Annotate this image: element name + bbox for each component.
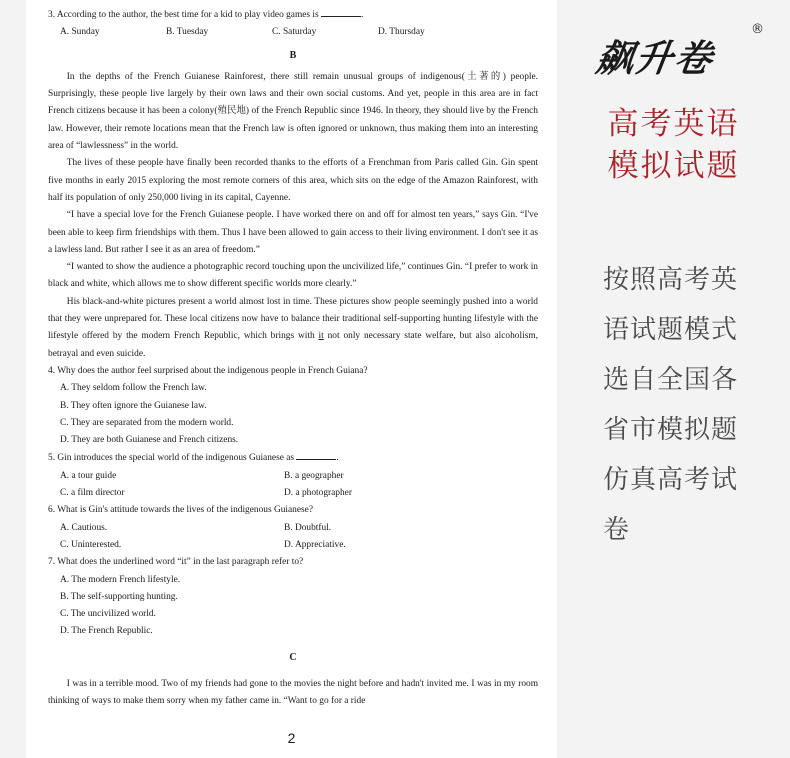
- passage-paragraph: “I wanted to show the audience a photographic record touching upon the uncivilized life,” continues Gin. “I prefer to work in black and white, which allows me to show different specific worlds more clearly.”: [48, 262, 538, 290]
- passage-paragraph: “I have a special love for the French Guianese people. I have worked there on and off for almost ten years,” says Gin. “I've been able to keep firm friendships with them. Thus I have been allowed to gain access to their living environment. I don't see it as a lawless land. But rather I see it as an area of freedom.”: [48, 210, 538, 255]
- option: A. Sunday: [60, 27, 100, 38]
- exam-content: [48, 6, 538, 711]
- question-7: 7. What does the underlined word “it” in the last paragraph refer to?: [48, 557, 304, 568]
- description-line: 语试题模式: [603, 315, 739, 345]
- option: C. They are separated from the modern world.: [60, 417, 234, 428]
- question-6: 6. What is Gin's attitude towards the lives of the indigenous Guianese?: [48, 505, 314, 516]
- option: A. They seldom follow the French law.: [60, 383, 207, 394]
- option: D. The French Republic.: [60, 626, 153, 637]
- description-line: 省市模拟题: [603, 415, 739, 445]
- question-5: 5. Gin introduces the special world of the indigenous Guianese as .: [48, 449, 538, 467]
- description-line: 按照高考英: [603, 265, 739, 295]
- option: B. Tuesday: [166, 27, 209, 38]
- answer-blank: [296, 449, 336, 460]
- option: A. a tour guide: [60, 470, 117, 481]
- question-4: 4. Why does the author feel surprised about the indigenous people in French Guiana?: [48, 365, 368, 376]
- answer-blank: [321, 6, 361, 17]
- question-6-options: [48, 520, 538, 537]
- question-3: 3. According to the author, the best time for a kid to play video games is .: [48, 6, 538, 24]
- passage-paragraph: I was in a terrible mood. Two of my friends had gone to the movies the night before and hadn't invited me. I was in my room thinking of ways to make them sorry when my father came in. “Want to go for a ride: [48, 678, 538, 707]
- sidebar-title-line: 模拟试题: [607, 148, 740, 184]
- passage-paragraph: His black-and-white pictures present a world almost lost in time. These pictures show people seemingly pushed into a world that they were unprepared for. These local citizens now have to balance their traditional self-supporting hunting lifestyle with the lifestyle offered by the modern French Republic, which brings with it not only necessary state welfare, but also alcoholism, betrayal and even suicide.: [48, 296, 538, 359]
- sidebar-title-line: 高考英语: [607, 106, 740, 142]
- section-heading-c: C: [289, 651, 297, 663]
- passage-paragraph: In the depths of the French Guianese Rainforest, there still remain unusual groups of indigenous(土著的) people. Surprisingly, these people live largely by their own laws and their own social customs. And yet, people in this area are in fact French citizens because it has been a colony(殖民地) of the French Republic since 1946. In theory, they should live by the French law. However, their remote locations mean that the French law is often ignored or unknown, thus making them into an interesting area of “lawlessness” in the world.: [48, 71, 538, 152]
- option: A. Cautious.: [60, 522, 108, 533]
- question-5-options: [48, 485, 538, 502]
- option: D. Appreciative.: [284, 539, 346, 550]
- underlined-word: it: [318, 331, 324, 342]
- option: B. Doubtful.: [284, 522, 332, 533]
- promo-sidebar: [557, 0, 790, 758]
- option: B. a geographer: [284, 470, 344, 481]
- option: B. The self-supporting hunting.: [60, 591, 178, 602]
- page-number: 2: [287, 730, 296, 746]
- brand-logo: 飙升卷: [593, 37, 717, 80]
- description-line: 卷: [603, 515, 631, 545]
- registered-mark: ®: [751, 22, 764, 37]
- option: D. a photographer: [284, 488, 352, 499]
- option: C. Saturday: [272, 27, 317, 38]
- description-line: 仿真高考试: [603, 465, 739, 495]
- option: C. a film director: [60, 488, 125, 499]
- option: C. Uninterested.: [60, 539, 122, 550]
- section-heading-b: B: [289, 49, 297, 61]
- description-line: 选自全国各: [603, 365, 739, 395]
- question-3-options: [48, 24, 538, 41]
- passage-paragraph: The lives of these people have finally been recorded thanks to the efforts of a Frenchman from Paris called Gin. Gin spent five months in early 2015 exploring the most remote corners of this area, which sits on the edge of the Amazon Rainforest, with half its population of only 250,000 living in its capital, Cayenne.: [48, 158, 538, 203]
- option: A. The modern French lifestyle.: [60, 574, 181, 585]
- question-6-options: [48, 537, 538, 554]
- sidebar-description: [603, 255, 753, 555]
- option: C. The uncivilized world.: [60, 609, 156, 620]
- option: D. They are both Guianese and French citizens.: [60, 435, 239, 446]
- exam-page: [26, 0, 557, 758]
- question-5-options: [48, 468, 538, 485]
- option: B. They often ignore the Guianese law.: [60, 400, 207, 411]
- option: D. Thursday: [378, 27, 425, 38]
